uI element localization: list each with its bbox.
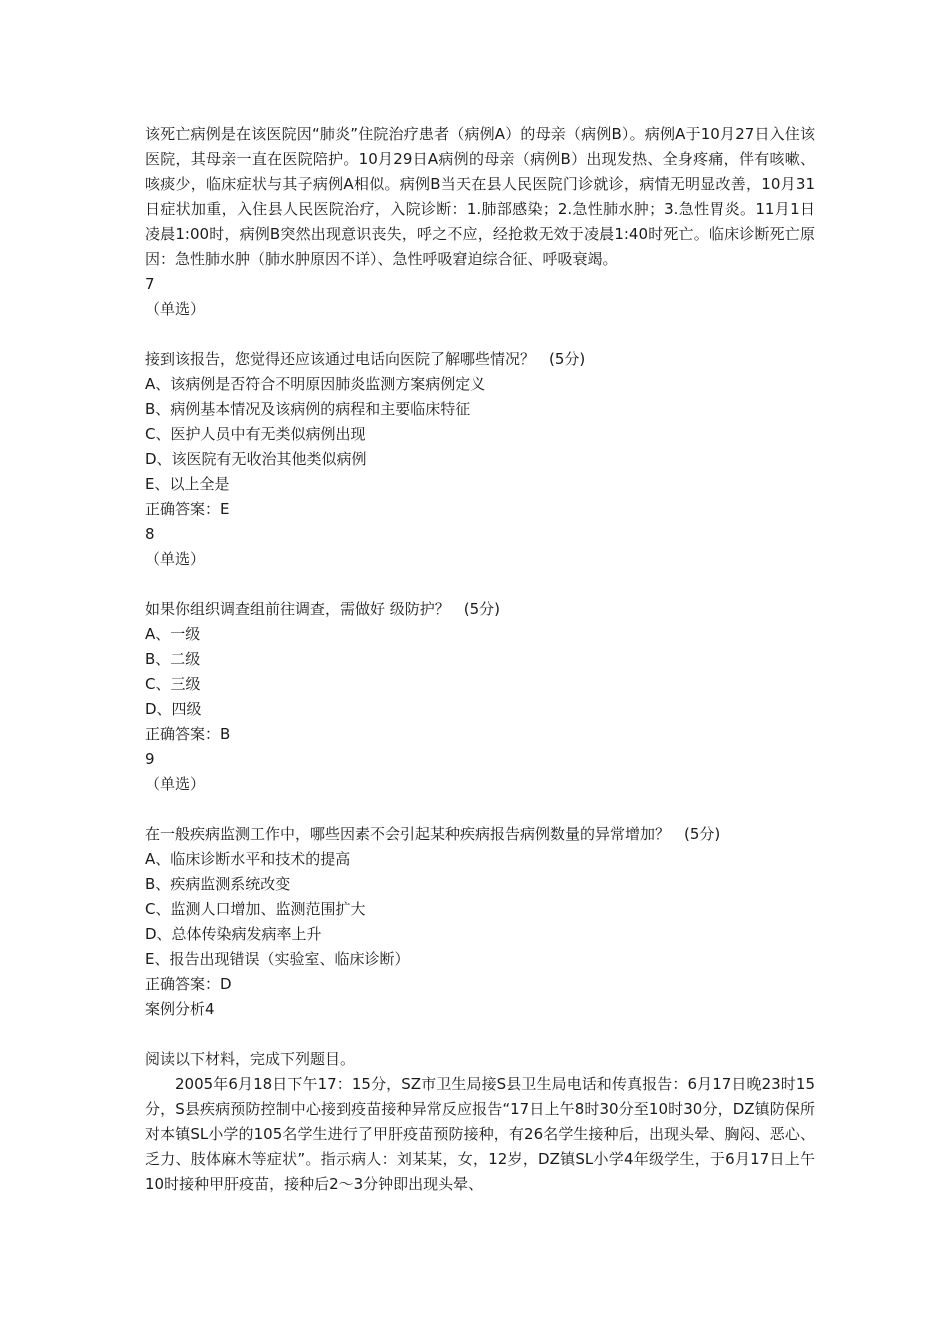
- question-stem-line: [145, 597, 815, 622]
- question-8: [145, 522, 815, 747]
- question-stem: 如果你组织调查组前往调查，需做好 级防护？: [145, 600, 450, 618]
- question-score: (5分): [549, 350, 586, 368]
- option-d: D、该医院有无收治其他类似病例: [145, 450, 367, 468]
- option-a: A、该病例是否符合不明原因肺炎监测方案病例定义: [145, 375, 486, 393]
- question-stem: 接到该报告，您觉得还应该通过电话向医院了解哪些情况？: [145, 350, 536, 368]
- question-type: （单选）: [145, 550, 206, 568]
- question-type: （单选）: [145, 775, 206, 793]
- case4-description: 2005年6月18日下午17：15分，SZ市卫生局接S县卫生局电话和传真报告：6月17日晚23时15分，S县疾病预防控制中心接到疫苗接种异常反应报告“17日上午8时30分至10时30分，DZ镇防保所对本镇SL小学的105名学生进行了甲肝疫苗预防接种，有26名学生接种后，出现头晕、胸闷、恶心、乏力、肢体麻木等症状”。指示病人：刘某某，女，12岁，DZ镇SL小学4年级学生，于6月17日上午10时接种甲肝疫苗，接种后2～3分钟即出现头晕、: [145, 1075, 815, 1193]
- correct-answer: 正确答案：E: [145, 500, 230, 518]
- document-page: [145, 122, 815, 1197]
- option-b: B、疾病监测系统改变: [145, 875, 291, 893]
- spacer: [145, 572, 815, 597]
- option-a: A、一级: [145, 625, 201, 643]
- correct-answer: 正确答案：B: [145, 725, 231, 743]
- question-score: (5分): [684, 825, 721, 843]
- question-number: 9: [145, 750, 155, 768]
- correct-answer: 正确答案：D: [145, 975, 232, 993]
- spacer: [145, 797, 815, 822]
- case-description: 该死亡病例是在该医院因“肺炎”住院治疗患者（病例A）的母亲（病例B）。病例A于10月27日入住该医院，其母亲一直在医院陪护。10月29日A病例的母亲（病例B）出现发热、全身疼痛，伴有咳嗽、咳痰少，临床症状与其子病例A相似。病例B当天在县人民医院门诊就诊，病情无明显改善，10月31日症状加重，入住县人民医院治疗，入院诊断：1.肺部感染；2.急性肺水肿；3.急性胃炎。11月1日凌晨1:00时，病例B突然出现意识丧失，呼之不应，经抢救无效于凌晨1:40时死亡。临床诊断死亡原因：急性肺水肿（肺水肿原因不详）、急性呼吸窘迫综合征、呼吸衰竭。: [145, 125, 815, 268]
- spacer: [145, 1022, 815, 1047]
- option-c: C、医护人员中有无类似病例出现: [145, 425, 366, 443]
- option-b: B、二级: [145, 650, 201, 668]
- question-score: (5分): [463, 600, 501, 618]
- question-stem: 在一般疾病监测工作中，哪些因素不会引起某种疾病报告病例数量的异常增加？: [145, 825, 671, 843]
- question-7: [145, 272, 815, 522]
- question-number: 8: [145, 525, 155, 543]
- option-e: E、以上全是: [145, 475, 230, 493]
- question-number: 7: [145, 275, 155, 293]
- option-c: C、三级: [145, 675, 201, 693]
- option-e: E、报告出现错误（实验室、临床诊断）: [145, 950, 410, 968]
- question-9: [145, 747, 815, 997]
- question-type: （单选）: [145, 300, 206, 318]
- option-c: C、监测人口增加、监测范围扩大: [145, 900, 366, 918]
- option-d: D、四级: [145, 700, 202, 718]
- spacer: [145, 322, 815, 347]
- question-stem-line: [145, 347, 815, 372]
- option-d: D、总体传染病发病率上升: [145, 925, 322, 943]
- case4-intro: 阅读以下材料，完成下列题目。: [145, 1050, 356, 1068]
- option-b: B、病例基本情况及该病例的病程和主要临床特征: [145, 400, 471, 418]
- option-a: A、临床诊断水平和技术的提高: [145, 850, 351, 868]
- case4-title: 案例分析4: [145, 1000, 215, 1018]
- question-stem-line: [145, 822, 815, 847]
